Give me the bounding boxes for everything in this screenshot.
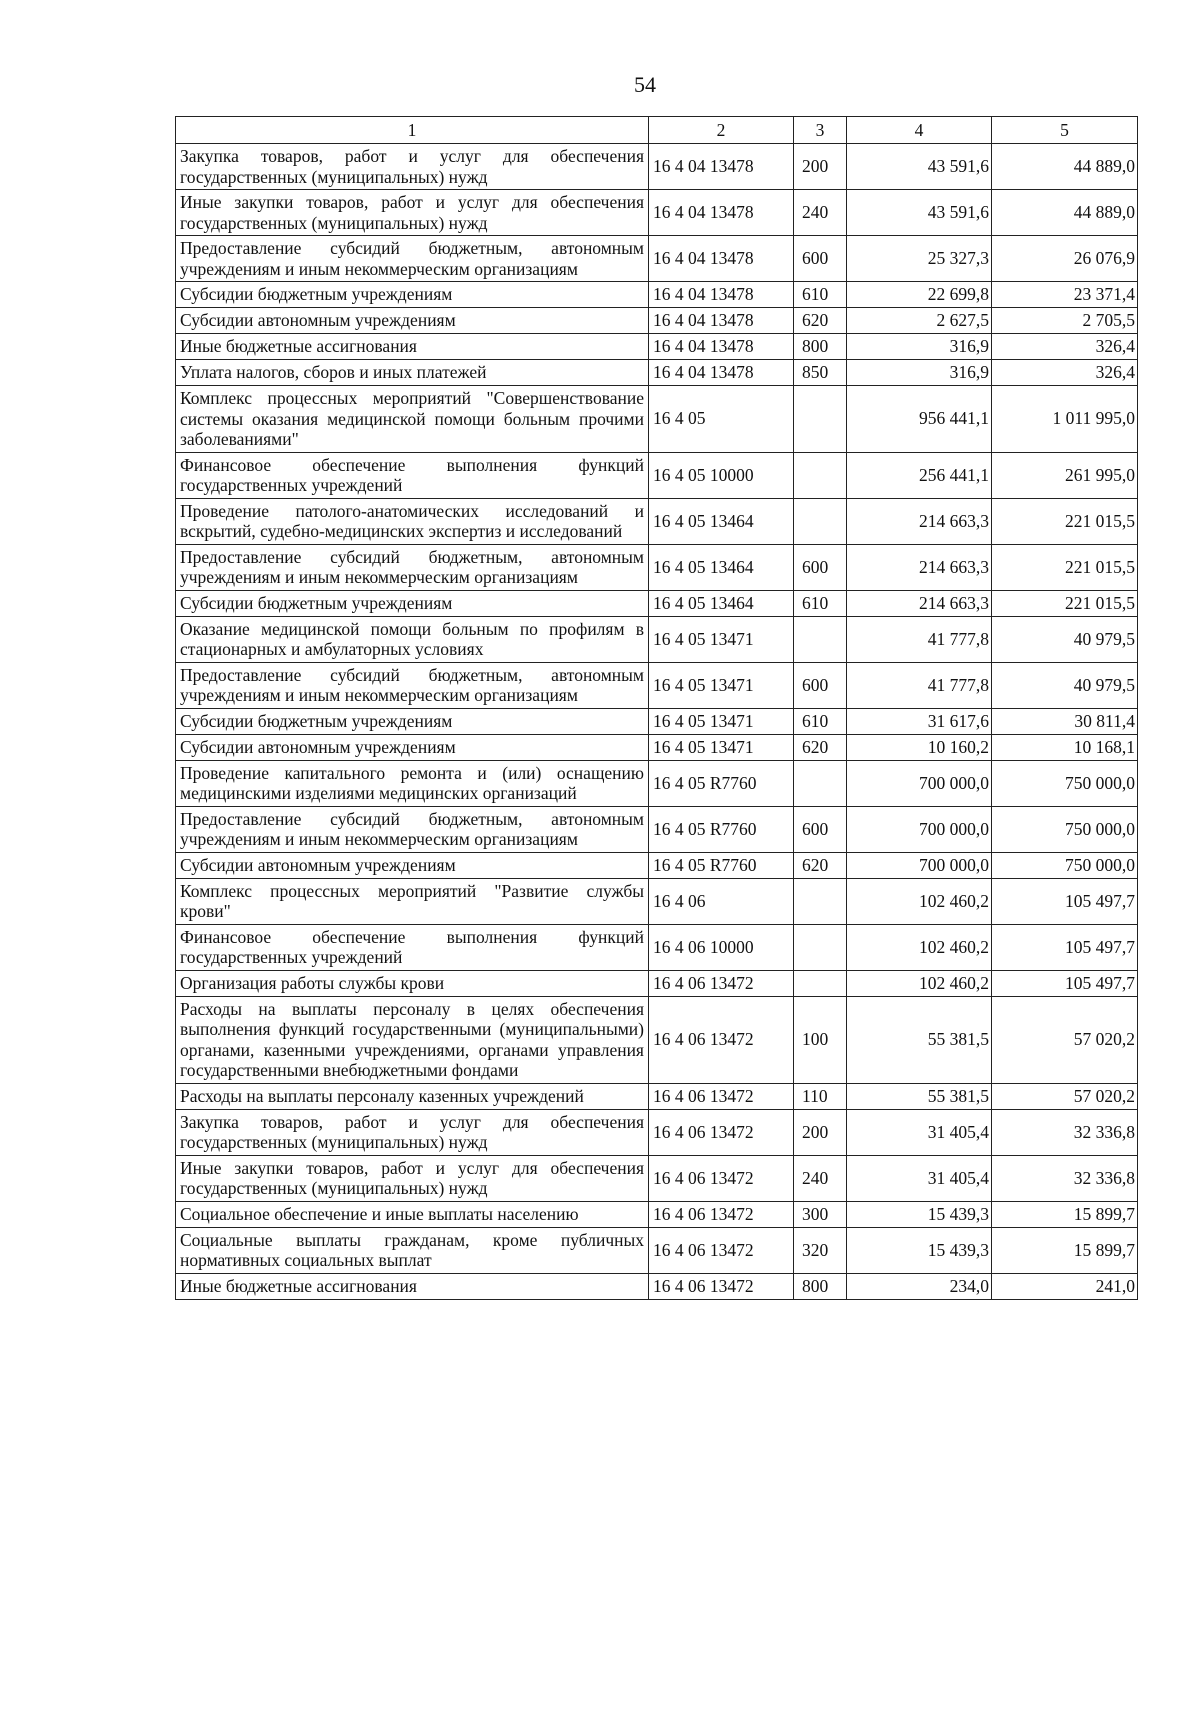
row-value-2023-cell: 15 439,3: [847, 1227, 992, 1273]
row-kvr-cell: [794, 760, 847, 806]
table-row: [176, 806, 1138, 852]
row-code-cell: 16 4 06 13472: [649, 1201, 794, 1227]
row-code-cell: 16 4 06 13472: [649, 1083, 794, 1109]
table-row: [176, 498, 1138, 544]
table-row: [176, 1083, 1138, 1109]
row-code-cell: 16 4 04 13478: [649, 308, 794, 334]
row-kvr-cell: [794, 970, 847, 996]
row-value-2023-cell: 256 441,1: [847, 452, 992, 498]
row-code-cell: 16 4 06: [649, 878, 794, 924]
row-code-cell: 16 4 05 13464: [649, 498, 794, 544]
row-value-2024-cell: 10 168,1: [992, 734, 1138, 760]
row-value-2024-cell: 221 015,5: [992, 544, 1138, 590]
row-name-cell: Иные закупки товаров, работ и услуг для обеспечения государственных (муниципальных) нужд: [176, 1155, 649, 1201]
row-kvr-cell: 600: [794, 544, 847, 590]
table-row: [176, 1273, 1138, 1299]
row-value-2023-cell: 214 663,3: [847, 498, 992, 544]
row-value-2023-cell: 700 000,0: [847, 806, 992, 852]
row-kvr-cell: [794, 498, 847, 544]
table-row: [176, 236, 1138, 282]
row-value-2024-cell: 2 705,5: [992, 308, 1138, 334]
row-value-2023-cell: 234,0: [847, 1273, 992, 1299]
row-value-2023-cell: 700 000,0: [847, 760, 992, 806]
row-value-2023-cell: 316,9: [847, 360, 992, 386]
row-name-cell: Иные закупки товаров, работ и услуг для обеспечения государственных (муниципальных) нужд: [176, 190, 649, 236]
row-name-cell: Комплекс процессных мероприятий "Развитие службы крови": [176, 878, 649, 924]
row-kvr-cell: 600: [794, 662, 847, 708]
row-kvr-cell: 320: [794, 1227, 847, 1273]
row-name-cell: Проведение патолого-анатомических исследований и вскрытий, судебно-медицинских экспертиз и исследований: [176, 498, 649, 544]
row-value-2023-cell: 956 441,1: [847, 386, 992, 453]
row-value-2024-cell: 105 497,7: [992, 970, 1138, 996]
row-name-cell: Субсидии автономным учреждениям: [176, 734, 649, 760]
row-value-2024-cell: 750 000,0: [992, 760, 1138, 806]
row-kvr-cell: 800: [794, 334, 847, 360]
page-number: 54: [634, 72, 656, 97]
row-code-cell: 16 4 05 13471: [649, 708, 794, 734]
row-value-2023-cell: 31 405,4: [847, 1109, 992, 1155]
table-row: [176, 734, 1138, 760]
row-kvr-cell: 200: [794, 144, 847, 190]
row-name-cell: Предоставление субсидий бюджетным, автономным учреждениям и иным некоммерческим организациям: [176, 662, 649, 708]
row-value-2024-cell: 221 015,5: [992, 590, 1138, 616]
row-code-cell: 16 4 04 13478: [649, 144, 794, 190]
row-code-cell: 16 4 05 13464: [649, 590, 794, 616]
row-code-cell: 16 4 05 13471: [649, 616, 794, 662]
row-name-cell: Субсидии автономным учреждениям: [176, 308, 649, 334]
row-value-2024-cell: 1 011 995,0: [992, 386, 1138, 453]
row-value-2023-cell: 55 381,5: [847, 996, 992, 1083]
row-code-cell: 16 4 05 10000: [649, 452, 794, 498]
table-row: [176, 924, 1138, 970]
row-value-2024-cell: 326,4: [992, 334, 1138, 360]
row-value-2024-cell: 241,0: [992, 1273, 1138, 1299]
row-code-cell: 16 4 04 13478: [649, 190, 794, 236]
row-kvr-cell: 850: [794, 360, 847, 386]
row-value-2023-cell: 102 460,2: [847, 924, 992, 970]
table-row: [176, 334, 1138, 360]
row-value-2024-cell: 57 020,2: [992, 1083, 1138, 1109]
row-name-cell: Организация работы службы крови: [176, 970, 649, 996]
row-code-cell: 16 4 05 13471: [649, 734, 794, 760]
row-code-cell: 16 4 06 13472: [649, 1109, 794, 1155]
row-kvr-cell: 620: [794, 308, 847, 334]
row-value-2023-cell: 214 663,3: [847, 544, 992, 590]
row-kvr-cell: 100: [794, 996, 847, 1083]
row-value-2023-cell: 22 699,8: [847, 282, 992, 308]
row-code-cell: 16 4 06 13472: [649, 970, 794, 996]
row-code-cell: 16 4 06 13472: [649, 1273, 794, 1299]
row-value-2024-cell: 105 497,7: [992, 924, 1138, 970]
row-name-cell: Оказание медицинской помощи больным по профилям в стационарных и амбулаторных условиях: [176, 616, 649, 662]
row-value-2024-cell: 32 336,8: [992, 1109, 1138, 1155]
row-value-2023-cell: 31 405,4: [847, 1155, 992, 1201]
row-value-2023-cell: 43 591,6: [847, 190, 992, 236]
table-row: [176, 452, 1138, 498]
row-name-cell: Предоставление субсидий бюджетным, автономным учреждениям и иным некоммерческим организациям: [176, 236, 649, 282]
row-value-2023-cell: 214 663,3: [847, 590, 992, 616]
row-kvr-cell: 110: [794, 1083, 847, 1109]
row-kvr-cell: 200: [794, 1109, 847, 1155]
header-col-4: 4: [847, 117, 992, 144]
row-name-cell: Расходы на выплаты персоналу в целях обеспечения выполнения функций государственными (муниципальными) органами, казенными учреждениями, органами управления государственными внебюджетными фондами: [176, 996, 649, 1083]
row-kvr-cell: [794, 452, 847, 498]
header-col-1: 1: [176, 117, 649, 144]
row-name-cell: Субсидии бюджетным учреждениям: [176, 708, 649, 734]
header-col-5: 5: [992, 117, 1138, 144]
row-value-2023-cell: 25 327,3: [847, 236, 992, 282]
row-value-2023-cell: 2 627,5: [847, 308, 992, 334]
row-value-2023-cell: 700 000,0: [847, 852, 992, 878]
table-row: [176, 1109, 1138, 1155]
row-name-cell: Закупка товаров, работ и услуг для обеспечения государственных (муниципальных) нужд: [176, 144, 649, 190]
row-name-cell: Комплекс процессных мероприятий "Совершенствование системы оказания медицинской помощи больным прочими заболеваниями": [176, 386, 649, 453]
row-name-cell: Предоставление субсидий бюджетным, автономным учреждениям и иным некоммерческим организациям: [176, 806, 649, 852]
table-row: [176, 970, 1138, 996]
row-code-cell: 16 4 05 R7760: [649, 806, 794, 852]
row-value-2023-cell: 102 460,2: [847, 970, 992, 996]
header-col-2: 2: [649, 117, 794, 144]
table-header-row: [176, 117, 1138, 144]
table-row: [176, 386, 1138, 453]
row-code-cell: 16 4 04 13478: [649, 360, 794, 386]
row-name-cell: Иные бюджетные ассигнования: [176, 1273, 649, 1299]
table-row: [176, 1201, 1138, 1227]
row-name-cell: Финансовое обеспечение выполнения функций государственных учреждений: [176, 924, 649, 970]
table-row: [176, 852, 1138, 878]
row-code-cell: 16 4 06 13472: [649, 996, 794, 1083]
row-kvr-cell: [794, 878, 847, 924]
row-value-2024-cell: 221 015,5: [992, 498, 1138, 544]
row-value-2024-cell: 750 000,0: [992, 852, 1138, 878]
table-row: [176, 878, 1138, 924]
row-kvr-cell: 610: [794, 590, 847, 616]
header-col-3: 3: [794, 117, 847, 144]
table-row: [176, 590, 1138, 616]
row-value-2024-cell: 326,4: [992, 360, 1138, 386]
row-kvr-cell: 240: [794, 190, 847, 236]
table-row: [176, 544, 1138, 590]
row-code-cell: 16 4 05 13471: [649, 662, 794, 708]
row-value-2023-cell: 41 777,8: [847, 616, 992, 662]
row-kvr-cell: [794, 616, 847, 662]
table-row: [176, 662, 1138, 708]
row-code-cell: 16 4 05 13464: [649, 544, 794, 590]
budget-table: [175, 116, 1138, 1300]
row-code-cell: 16 4 05 R7760: [649, 852, 794, 878]
row-kvr-cell: 300: [794, 1201, 847, 1227]
row-value-2024-cell: 40 979,5: [992, 662, 1138, 708]
row-name-cell: Субсидии бюджетным учреждениям: [176, 590, 649, 616]
table-row: [176, 1155, 1138, 1201]
row-code-cell: 16 4 04 13478: [649, 282, 794, 308]
row-name-cell: Уплата налогов, сборов и иных платежей: [176, 360, 649, 386]
row-value-2023-cell: 41 777,8: [847, 662, 992, 708]
row-value-2024-cell: 23 371,4: [992, 282, 1138, 308]
row-kvr-cell: 600: [794, 806, 847, 852]
row-code-cell: 16 4 04 13478: [649, 334, 794, 360]
row-value-2024-cell: 15 899,7: [992, 1227, 1138, 1273]
row-name-cell: Субсидии бюджетным учреждениям: [176, 282, 649, 308]
row-code-cell: 16 4 05: [649, 386, 794, 453]
row-code-cell: 16 4 06 13472: [649, 1227, 794, 1273]
row-value-2024-cell: 105 497,7: [992, 878, 1138, 924]
row-value-2024-cell: 15 899,7: [992, 1201, 1138, 1227]
table-row: [176, 616, 1138, 662]
table-row: [176, 144, 1138, 190]
row-value-2024-cell: 57 020,2: [992, 996, 1138, 1083]
row-kvr-cell: 620: [794, 734, 847, 760]
table-row: [176, 1227, 1138, 1273]
row-value-2024-cell: 750 000,0: [992, 806, 1138, 852]
row-value-2023-cell: 10 160,2: [847, 734, 992, 760]
row-value-2024-cell: 261 995,0: [992, 452, 1138, 498]
row-value-2024-cell: 44 889,0: [992, 144, 1138, 190]
row-kvr-cell: 240: [794, 1155, 847, 1201]
row-name-cell: Предоставление субсидий бюджетным, автономным учреждениям и иным некоммерческим организациям: [176, 544, 649, 590]
row-name-cell: Расходы на выплаты персоналу казенных учреждений: [176, 1083, 649, 1109]
row-kvr-cell: 800: [794, 1273, 847, 1299]
row-kvr-cell: [794, 924, 847, 970]
table-row: [176, 996, 1138, 1083]
table-row: [176, 360, 1138, 386]
row-value-2024-cell: 32 336,8: [992, 1155, 1138, 1201]
row-kvr-cell: 610: [794, 282, 847, 308]
row-value-2024-cell: 30 811,4: [992, 708, 1138, 734]
row-name-cell: Закупка товаров, работ и услуг для обеспечения государственных (муниципальных) нужд: [176, 1109, 649, 1155]
row-code-cell: 16 4 06 10000: [649, 924, 794, 970]
row-kvr-cell: 610: [794, 708, 847, 734]
row-value-2023-cell: 102 460,2: [847, 878, 992, 924]
row-code-cell: 16 4 06 13472: [649, 1155, 794, 1201]
row-value-2024-cell: 40 979,5: [992, 616, 1138, 662]
table-row: [176, 190, 1138, 236]
row-name-cell: Финансовое обеспечение выполнения функций государственных учреждений: [176, 452, 649, 498]
row-code-cell: 16 4 04 13478: [649, 236, 794, 282]
row-code-cell: 16 4 05 R7760: [649, 760, 794, 806]
row-value-2023-cell: 43 591,6: [847, 144, 992, 190]
row-name-cell: Проведение капитального ремонта и (или) оснащению медицинскими изделиями медицинских организаций: [176, 760, 649, 806]
row-name-cell: Социальные выплаты гражданам, кроме публичных нормативных социальных выплат: [176, 1227, 649, 1273]
row-value-2023-cell: 15 439,3: [847, 1201, 992, 1227]
table-row: [176, 708, 1138, 734]
table-row: [176, 760, 1138, 806]
row-value-2023-cell: 55 381,5: [847, 1083, 992, 1109]
row-value-2024-cell: 44 889,0: [992, 190, 1138, 236]
row-kvr-cell: 600: [794, 236, 847, 282]
table-row: [176, 282, 1138, 308]
row-kvr-cell: 620: [794, 852, 847, 878]
row-name-cell: Иные бюджетные ассигнования: [176, 334, 649, 360]
table-row: [176, 308, 1138, 334]
row-value-2024-cell: 26 076,9: [992, 236, 1138, 282]
row-value-2023-cell: 31 617,6: [847, 708, 992, 734]
row-value-2023-cell: 316,9: [847, 334, 992, 360]
row-name-cell: Субсидии автономным учреждениям: [176, 852, 649, 878]
row-name-cell: Социальное обеспечение и иные выплаты населению: [176, 1201, 649, 1227]
row-kvr-cell: [794, 386, 847, 453]
